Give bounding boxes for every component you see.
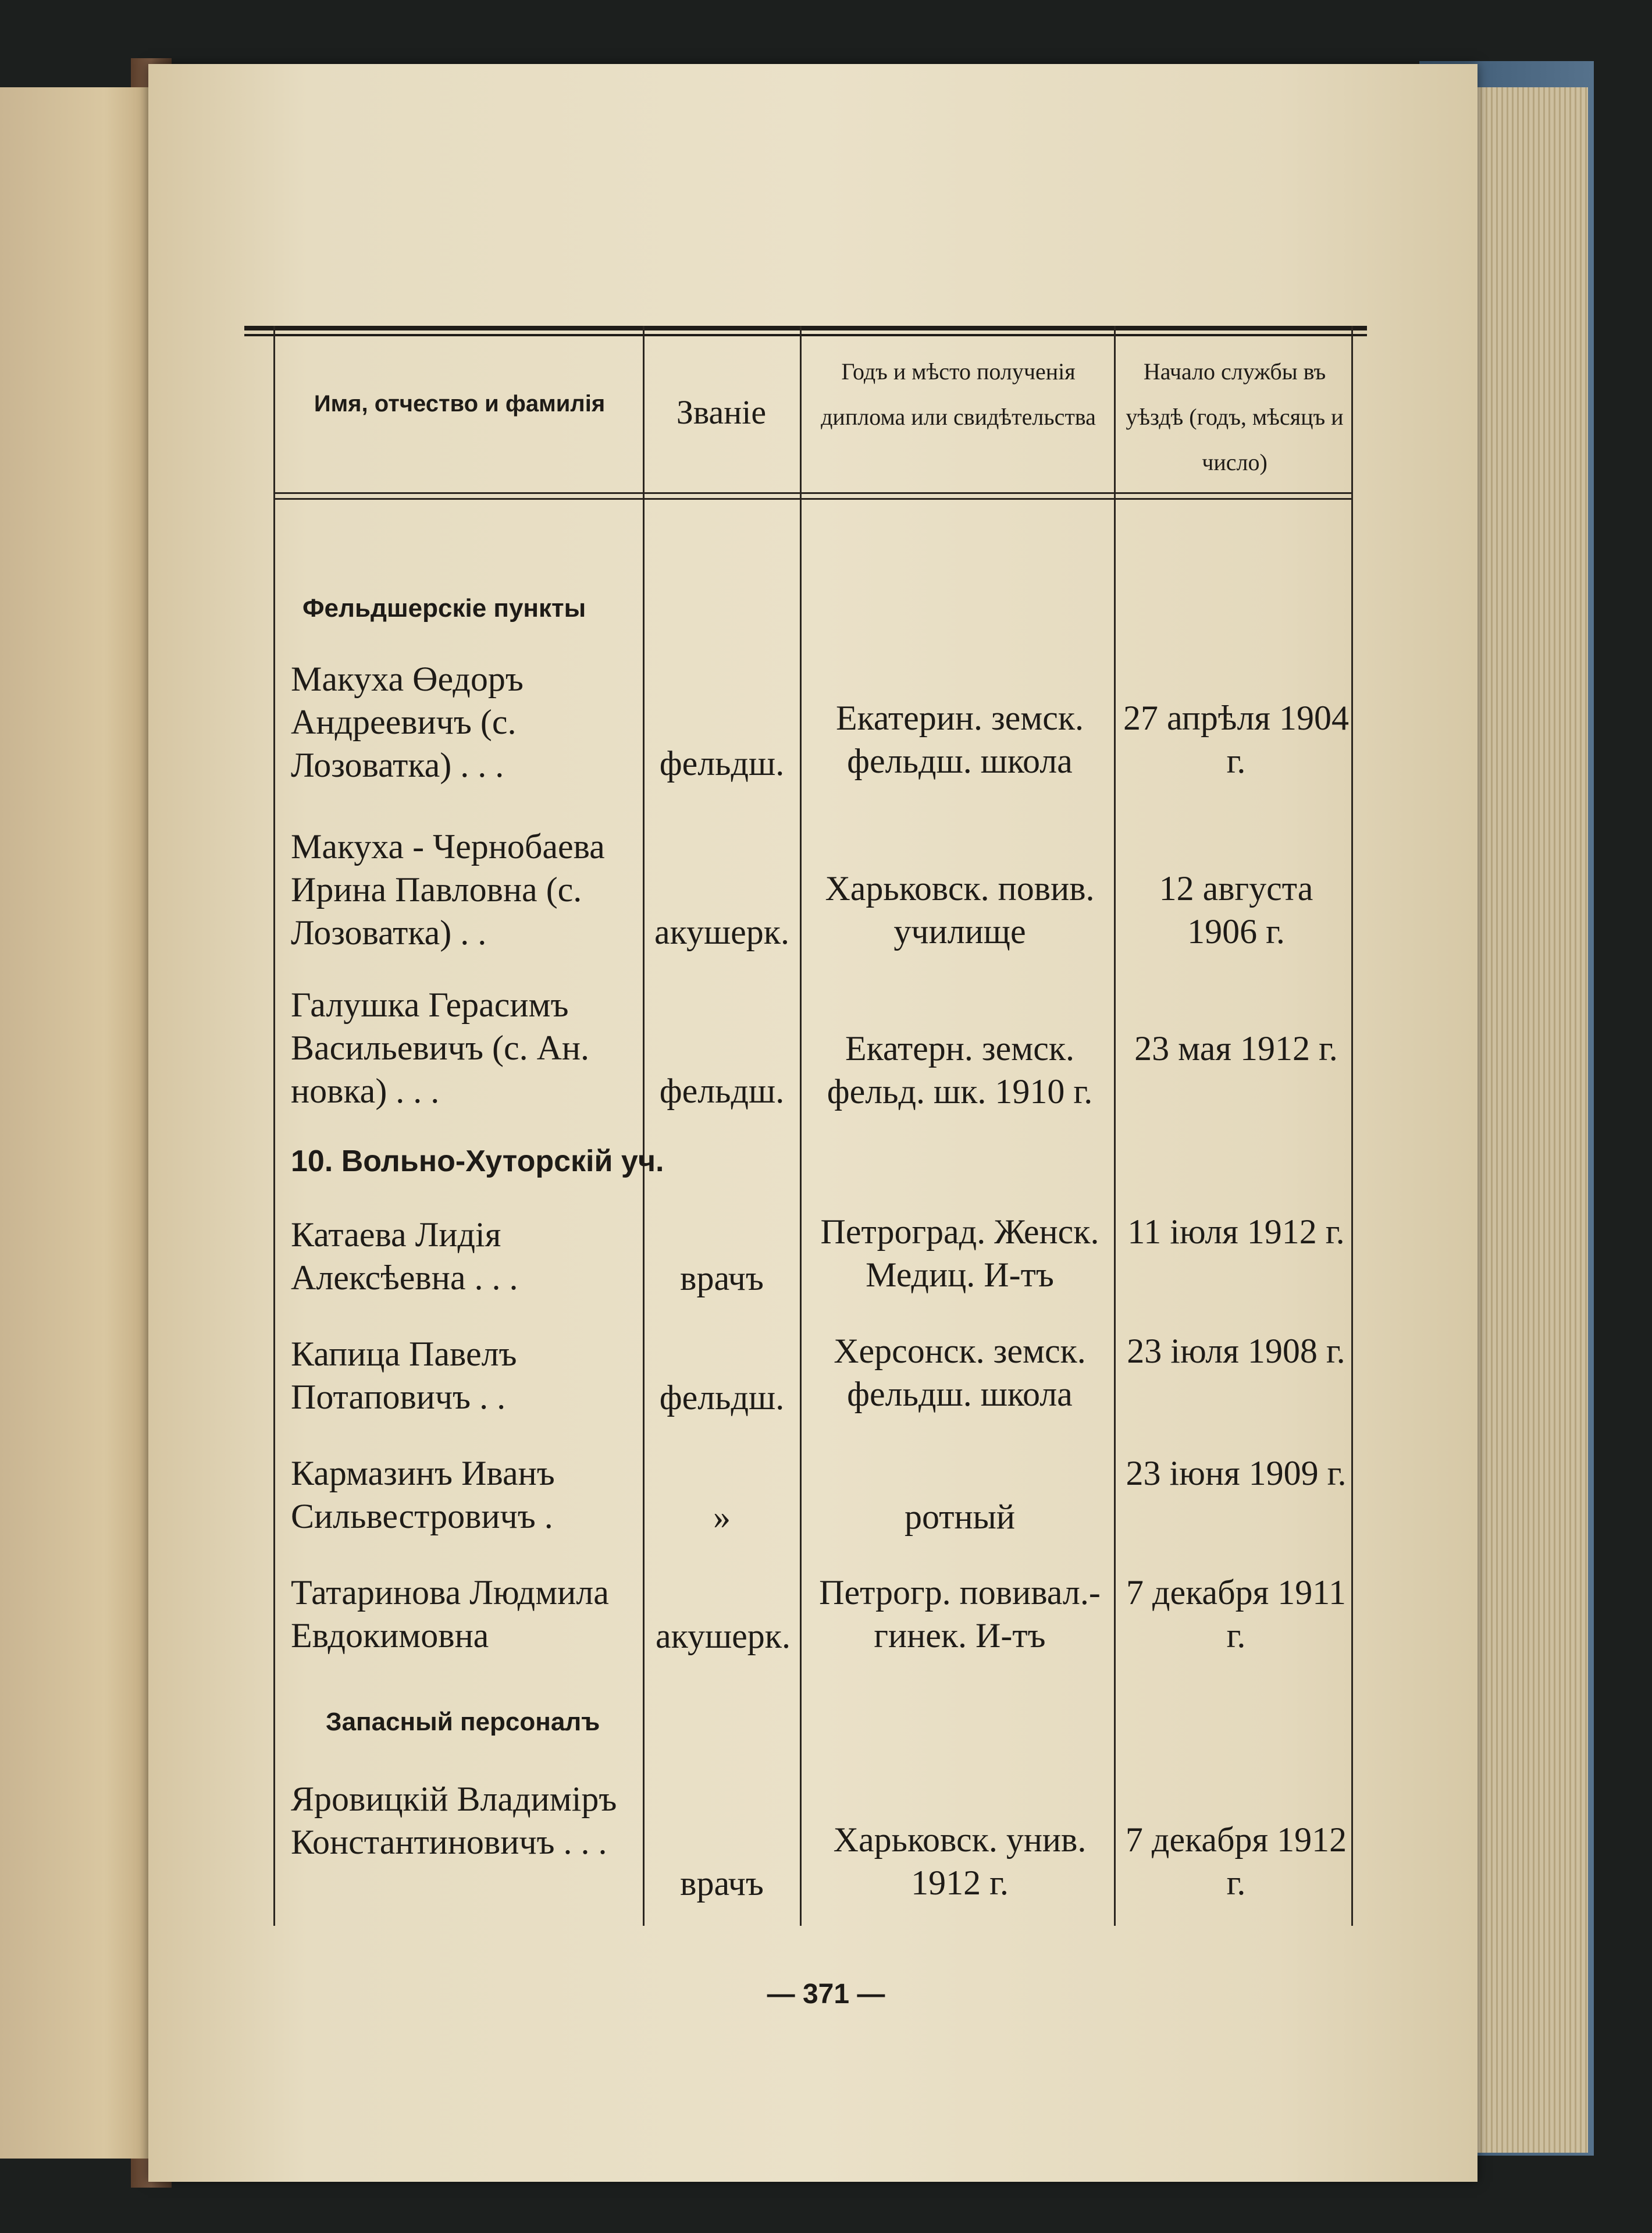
header-rule [273,492,1353,494]
section-title: 10. Вольно-Хуторскій уч. [291,1144,664,1178]
header-name: Имя, отчество и фамилія [314,391,606,417]
person-service: 11 іюля 1912 г. [1127,1212,1345,1251]
person-name: Яровицкій Владиміръ Константиновичъ . . . [291,1780,617,1861]
person-service: 23 іюля 1908 г. [1127,1332,1345,1370]
person-rank: акушерк. [656,1617,791,1655]
person-name: Галушка Герасимъ Васильевичъ (с. Ан. новка) . . . [291,986,590,1110]
person-diploma: Харьковск. унив. 1912 г. [833,1820,1087,1902]
section-title: Запасный персоналъ [326,1708,600,1736]
header-service: Начало службы въ уѣздѣ (годъ, мѣсяцъ и число) [1126,358,1344,475]
page-stack-edges [1472,87,1588,2153]
column-divider [273,326,275,1926]
person-diploma: Петрогр. повивал.- гинек. И-тъ [819,1573,1101,1655]
header-diploma: Годъ и мѣсто полученія диплома или свидѣтельства [821,358,1096,430]
person-rank: врачъ [680,1259,764,1297]
person-name: Макуха Өедоръ Андреевичъ (с. Лозоватка) . . . [291,660,524,784]
person-diploma: Херсонск. земск. фельдш. школа [834,1332,1086,1413]
header-rule [273,498,1353,500]
person-diploma: Харьковск. повив. училище [825,869,1095,951]
page-number: — 371 — [767,1979,885,2010]
person-service: 7 декабря 1911 г. [1126,1573,1346,1655]
person-rank: фельдш. [659,744,785,783]
top-rule-thin [244,334,1367,336]
person-diploma: ротный [905,1498,1015,1536]
person-service: 12 августа 1906 г. [1159,869,1313,951]
person-rank: акушерк. [654,913,789,951]
person-diploma: Екатерин. земск. фельдш. школа [835,699,1084,780]
person-service: 23 іюня 1909 г. [1126,1454,1347,1492]
header-rank: Званіе [676,393,767,431]
person-service: 7 декабря 1912 г. [1125,1820,1347,1902]
person-rank: » [713,1498,731,1536]
person-name: Макуха - Чернобаева Ирина Павловна (с. Лозоватка) . . [291,827,605,952]
person-service: 27 апрѣля 1904 г. [1123,699,1350,780]
person-name: Татаринова Людмила Евдокимовна [291,1573,609,1655]
person-rank: фельдш. [659,1378,785,1417]
top-rule [244,326,1367,330]
person-name: Катаева Лидія Алексѣевна . . . [291,1215,518,1297]
person-service: 23 мая 1912 г. [1134,1029,1338,1068]
person-rank: фельдш. [659,1072,785,1110]
personnel-table [244,326,1367,1926]
section-title: Фельдшерскіе пункты [302,594,586,623]
person-diploma: Петроград. Женск. Медиц. И-тъ [820,1212,1099,1294]
person-diploma: Екатерн. земск. фельд. шк. 1910 г. [827,1029,1093,1111]
person-name: Капица Павелъ Потаповичъ . . [291,1335,517,1416]
person-rank: врачъ [680,1864,764,1903]
column-divider [1114,326,1116,1926]
column-divider [643,326,645,1926]
person-name: Кармазинъ Иванъ Сильвестровичъ . [291,1454,555,1535]
column-divider [1351,326,1353,1926]
column-divider [800,326,802,1926]
